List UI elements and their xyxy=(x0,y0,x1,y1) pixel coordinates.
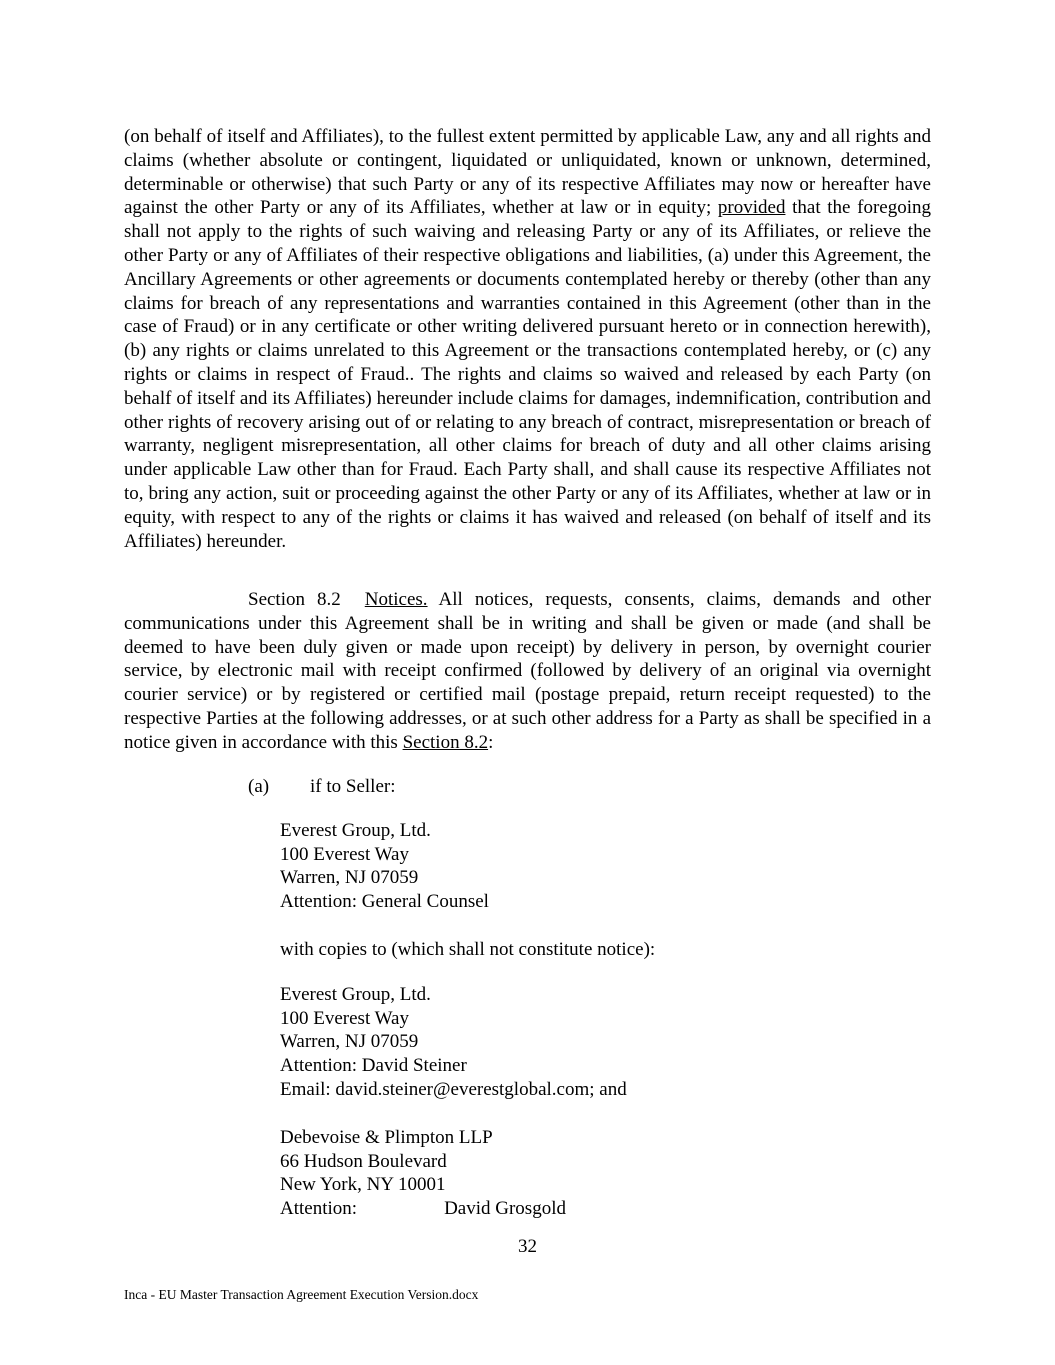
release-text-part1: (on behalf of itself and Affiliates), to the fullest extent permitted by applicable Law, any and all rights and claims (whether absolute or contingent, liquidated or unliquidated, known or unknown, determined, determinable or otherwise) that such Party or any of its respective Affiliates may now or hereafter have against the other Party or any of its Affiliates, whether at law or in equity; xyxy=(124,126,931,219)
section-heading: Notices. xyxy=(364,589,428,610)
address-line: Everest Group, Ltd. xyxy=(280,820,431,841)
section-reference: Section 8.2 xyxy=(402,731,489,753)
address-line: 66 Hudson Boulevard xyxy=(280,1150,447,1172)
copy-address-block-2 xyxy=(280,1126,566,1221)
release-text-part2: that the foregoing shall not apply to the rights of such waiving and releasing Party or any of its Affiliates, or relieve the other Party or any of Affiliates of their respective obligations and liabilities, (a) under this Agreement, the Ancillary Agreements or other agreements or documents contemplated hereby or thereby (other than any claims for breach of any representations and warranties contained in this Agreement (other than in the case of Fraud) or in any certificate or other writing delivered pursuant hereto or in connection herewith), (b) any rights or claims unrelated to this Agreement or the transactions contemplated hereby, or (c) any rights or claims in respect of Fraud.. The rights and claims so waived and released by each Party (on behalf of itself and its Affiliates) hereunder include claims for damages, indemnification, contribution and other rights of recovery arising out of or relating to any breach of contract, misrepresentation or breach of warranty, negligent misrepresentation, all other claims for breach of duty and all other claims arising under applicable Law other than for Fraud. Each Party shall, and shall cause its respective Affiliates not to, bring any action, suit or proceeding against the other Party or any of its Affiliates, whether at law or in equity, with respect to any of the rights or claims it has waived and released (on behalf of itself and its Affiliates) hereunder. xyxy=(124,197,931,552)
seller-address-block xyxy=(280,819,489,914)
provided-term: provided xyxy=(717,197,786,219)
address-line: Warren, NJ 07059 xyxy=(280,867,419,889)
attention-label: Attention: xyxy=(280,1198,358,1220)
address-email: Email: david.steiner@everestglobal.com; and xyxy=(280,1078,627,1100)
address-line: Warren, NJ 07059 xyxy=(280,1031,419,1053)
address-line: 100 Everest Way xyxy=(280,843,409,865)
address-line: New York, NY 10001 xyxy=(280,1174,446,1196)
list-item-a xyxy=(248,775,395,799)
address-line: Everest Group, Ltd. xyxy=(280,984,431,1005)
section-number: Section 8.2 xyxy=(248,589,341,610)
release-paragraph xyxy=(124,125,931,553)
address-attention: Attention: General Counsel xyxy=(280,891,489,913)
copies-note: with copies to (which shall not constitute notice): xyxy=(280,939,656,960)
page-number: 32 xyxy=(518,1236,537,1257)
list-item-label: (a) xyxy=(248,776,270,797)
address-attention xyxy=(280,1197,566,1221)
document-footer: Inca - EU Master Transaction Agreement Execution Version.docx xyxy=(124,1287,479,1302)
attention-name: David Grosgold xyxy=(444,1198,566,1220)
notices-text: All notices, requests, consents, claims, demands and other communications under this Agreement shall be in writing and shall be given or made (and shall be deemed to have been duly given or made upon receipt) by delivery in person, by overnight courier service, by electronic mail with receipt confirmed (followed by delivery of an original via overnight courier service) or by registered or certified mail (postage prepaid, return receipt requested) to the respective Parties at the following addresses, or at such other address for a Party as shall be specified in a notice given in accordance with this xyxy=(124,589,931,753)
address-line: 100 Everest Way xyxy=(280,1007,409,1029)
address-attention: Attention: David Steiner xyxy=(280,1055,467,1077)
copy-address-block-1 xyxy=(280,983,627,1102)
list-item-text: if to Seller: xyxy=(310,776,396,797)
address-line: Debevoise & Plimpton LLP xyxy=(280,1127,493,1148)
notices-paragraph xyxy=(124,588,931,755)
notices-text-end: : xyxy=(488,731,494,753)
